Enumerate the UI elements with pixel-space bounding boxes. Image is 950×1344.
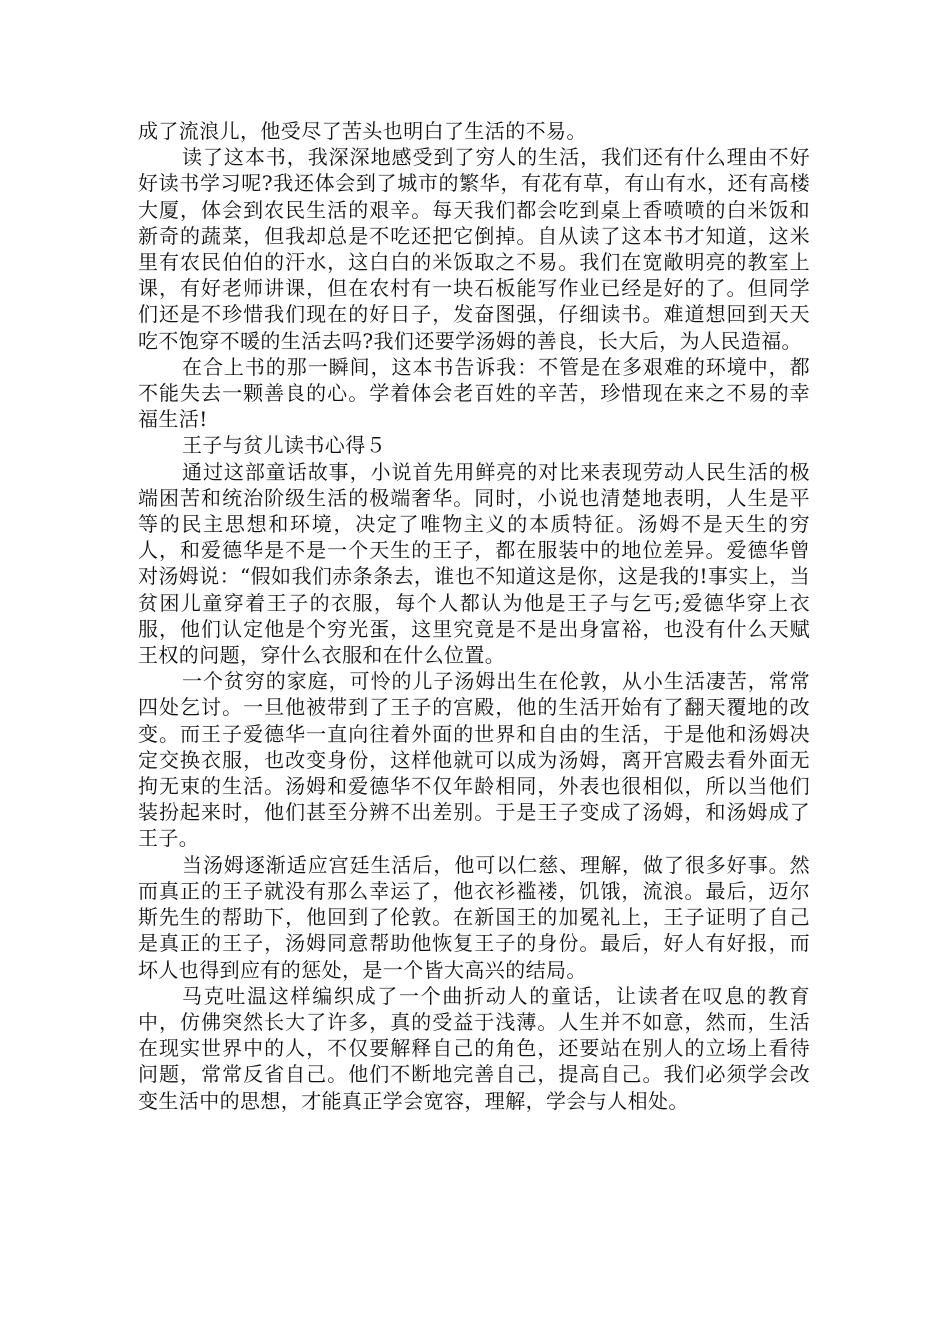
paragraph-reading-reflection: 读了这本书，我深深地感受到了穷人的生活，我们还有什么理由不好好读书学习呢?我还体会到了城市的繁华，有花有草，有山有水，还有高楼大厦，体会到农民生活的艰辛。每天我们都会吃到桌上香喷喷的白米饭和新奇的蔬菜，但我却总是不吃还把它倒掉。自从读了这本书才知道，这米里有农民伯伯的汗水，这白白的米饭取之不易。我们在宽敞明亮的教室上课，有好老师讲课，但在农村有一块石板能写作业已经是好的了。但同学们还是不珍惜我们现在的好日子，发奋图强，仔细读书。难道想回到天天吃不饱穿不暖的生活去吗?我们还要学汤姆的善良，长大后，为人民造福。 (138, 145, 810, 353)
paragraph-story-contrast: 通过这部童话故事，小说首先用鲜亮的对比来表现劳动人民生活的极端困苦和统治阶级生活的极端奢华。同时，小说也清楚地表明，人生是平等的民主思想和环境，决定了唯物主义的本质特征。汤姆不是天生的穷人，和爱德华是不是一个天生的王子，都在服装中的地位差异。爱德华曾对汤姆说：“假如我们赤条条去，谁也不知道这是你，这是我的!事实上，当贫困儿童穿着王子的衣服，每个人都认为他是王子与乞丐;爱德华穿上衣服，他们认定他是个穷光蛋，这里究竟是不是出身富裕，也没有什么天赋王权的问题，穿什么衣服和在什么位置。 (138, 459, 810, 668)
section-heading: 王子与贫儿读书心得５ (182, 433, 386, 458)
paragraph-story-ending: 当汤姆逐渐适应宫廷生活后，他可以仁慈、理解，做了很多好事。然而真正的王子就没有那么幸运了，他衣衫褴褛，饥饿，流浪。最后，迈尔斯先生的帮助下，他回到了伦敦。在新国王的加冕礼上，王子证明了自己是真正的王子，汤姆同意帮助他恢复王子的身份。最后，好人有好报，而坏人也得到应有的惩处，是一个皆大高兴的结局。 (138, 852, 810, 982)
document-body (138, 118, 810, 1114)
paragraph-story-plot: 一个贫穷的家庭，可怜的儿子汤姆出生在伦敦，从小生活凄苦，常常四处乞讨。一旦他被带到了王子的宫殿，他的生活开始有了翻天覆地的改变。而王子爱德华一直向往着外面的世界和自由的生活，于是他和汤姆决定交换衣服，也改变身份，这样他就可以成为汤姆，离开宫殿去看外面无拘无束的生活。汤姆和爱德华不仅年龄相同，外表也很相似，所以当他们装扮起来时，他们甚至分辨不出差别。于是王子变成了汤姆，和汤姆成了王子。 (138, 669, 810, 851)
paragraph-conclusion: 马克吐温这样编织成了一个曲折动人的童话，让读者在叹息的教育中，仿佛突然长大了许多，真的受益于浅薄。人生并不如意，然而，生活在现实世界中的人，不仅要解释自己的角色，还要站在别人的立场上看待问题，常常反省自己。他们不断地完善自己，提高自己。我们必须学会改变生活中的思想，才能真正学会宽容，理解，学会与人相处。 (138, 983, 810, 1113)
paragraph-continuation: 成了流浪儿，他受尽了苦头也明白了生活的不易。 (138, 119, 587, 143)
paragraph-closing-thought: 在合上书的那一瞬间，这本书告诉我：不管是在多艰难的环境中，都不能失去一颗善良的心。学着体会老百姓的辛苦，珍惜现在来之不易的幸福生活! (138, 354, 810, 432)
